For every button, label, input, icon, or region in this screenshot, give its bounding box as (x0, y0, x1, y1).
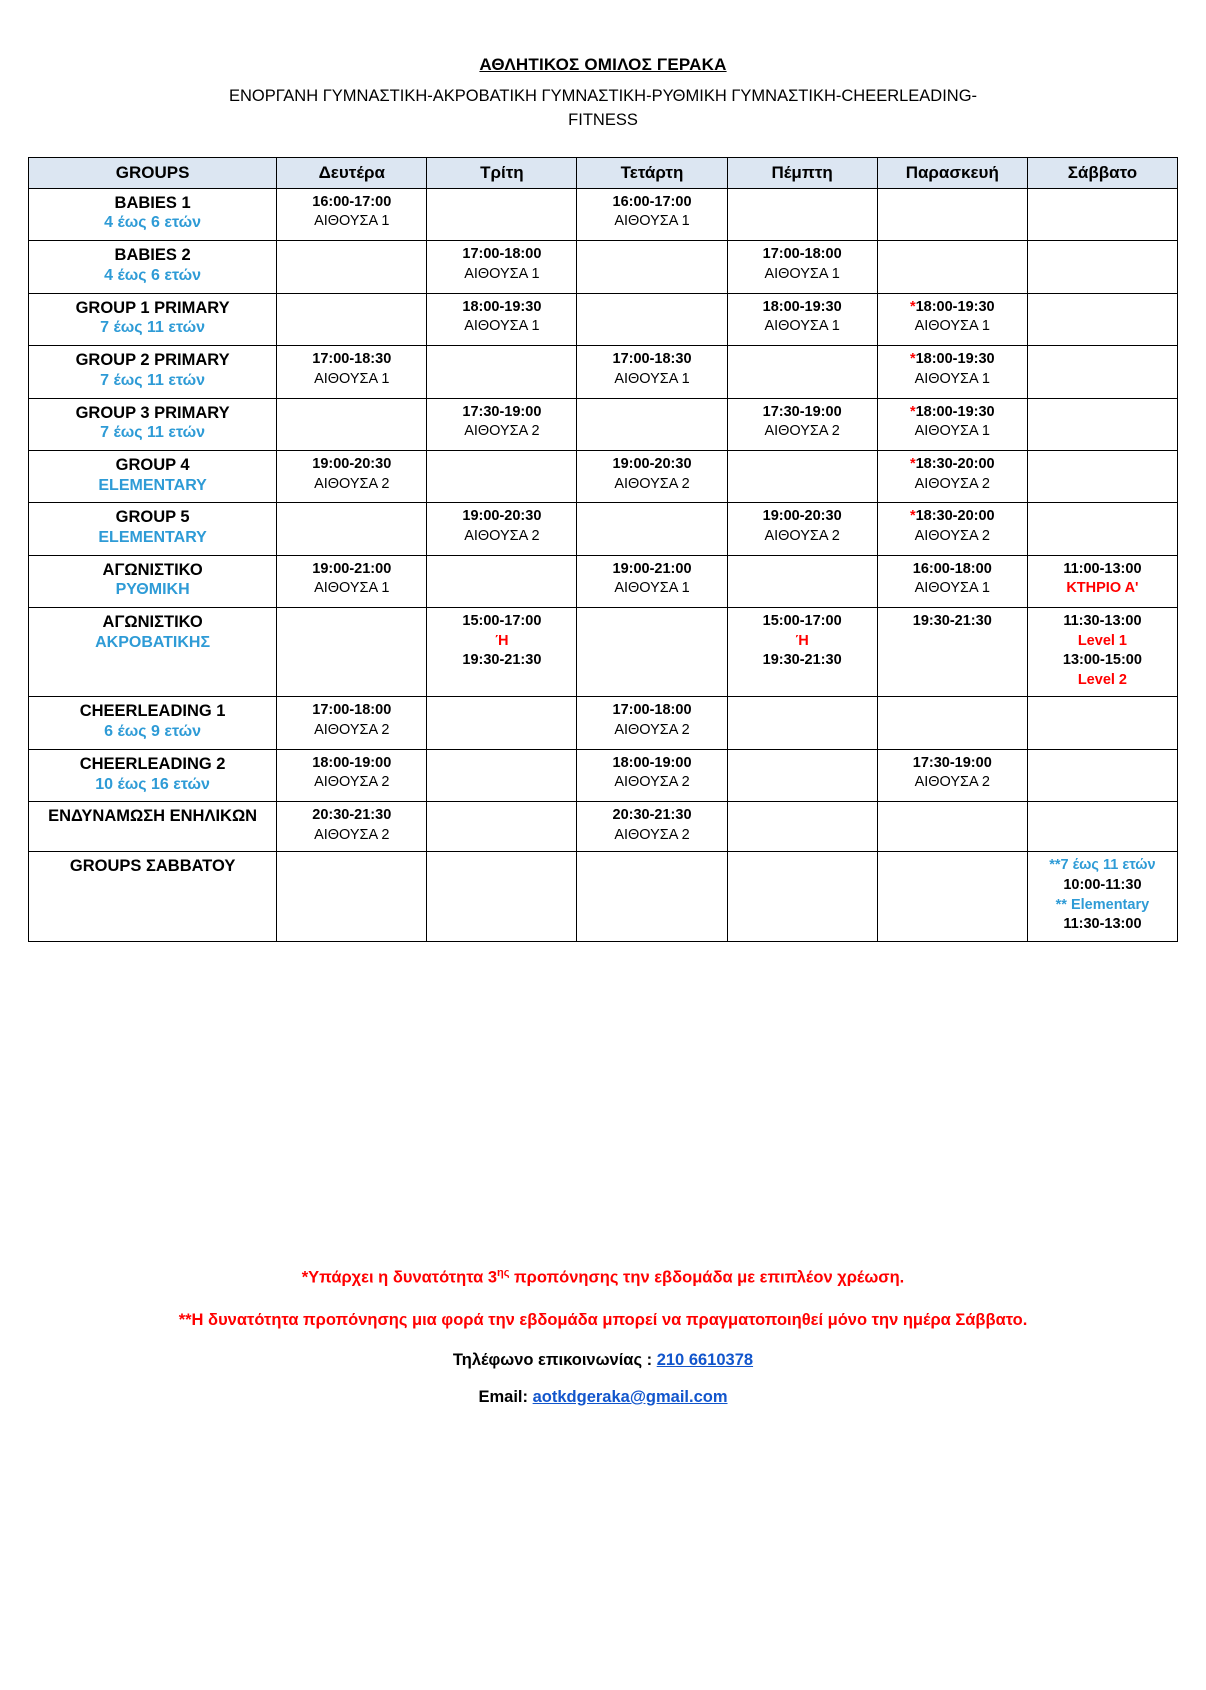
cell-room: ΑΙΘΟΥΣΑ 1 (914, 423, 990, 440)
cell-time (431, 245, 572, 265)
schedule-cell (727, 346, 877, 398)
cell-line: 10:00-11:30 (1063, 877, 1142, 893)
cell-time-value: 17:30-19:00 (462, 403, 542, 420)
table-row (29, 749, 1178, 801)
schedule-cell (877, 697, 1027, 749)
cell-extra-line: 19:30-21:30 (462, 652, 542, 669)
cell-room: ΑΙΘΟΥΣΑ 2 (464, 423, 540, 440)
cell-room: ΑΙΘΟΥΣΑ 2 (314, 774, 390, 791)
document-header (0, 0, 1206, 133)
cell-time (431, 612, 572, 632)
schedule-cell (877, 346, 1027, 398)
group-name: ΑΓΩΝΙΣΤΙΚΟ (102, 560, 203, 579)
cell-line: **7 έως 11 ετών (1049, 857, 1156, 874)
group-name: BABIES 2 (114, 246, 191, 265)
schedule-cell (727, 241, 877, 293)
schedule-cell (877, 608, 1027, 697)
group-cell (29, 398, 277, 450)
cell-time (281, 350, 422, 370)
table-row (29, 802, 1178, 852)
cell-time (581, 350, 722, 370)
schedule-cell (427, 346, 577, 398)
cell-time (281, 701, 422, 721)
schedule-cell (577, 802, 727, 852)
cell-room: ΑΙΘΟΥΣΑ 1 (464, 318, 540, 335)
cell-extra-line: 13:00-15:00 (1062, 652, 1142, 669)
schedule-cell (427, 608, 577, 697)
column-header-monday: Δευτέρα (277, 157, 427, 188)
cell-room: ΑΙΘΟΥΣΑ 1 (764, 318, 840, 335)
schedule-cell (1027, 749, 1177, 801)
group-cell (29, 450, 277, 502)
cell-extra-line: Ή (795, 632, 809, 649)
cell-room: ΑΙΘΟΥΣΑ 1 (314, 370, 390, 387)
group-name: CHEERLEADING 1 (79, 702, 226, 721)
cell-time-value: 19:00-20:30 (462, 508, 542, 525)
cell-time-value: 18:00-19:00 (312, 754, 392, 771)
cell-extra-line: 19:30-21:30 (762, 652, 842, 669)
cell-time-value: 15:00-17:00 (762, 613, 842, 630)
cell-room: ΑΙΘΟΥΣΑ 1 (314, 580, 390, 597)
cell-room: ΑΙΘΟΥΣΑ 2 (764, 527, 840, 544)
schedule-cell (727, 555, 877, 607)
schedule-cell (727, 188, 877, 240)
contact-phone (0, 1351, 1206, 1370)
cell-time (882, 612, 1023, 632)
group-name: CHEERLEADING 2 (79, 754, 226, 773)
table-row (29, 697, 1178, 749)
cell-time-value: 19:00-20:30 (762, 508, 842, 525)
schedule-cell (727, 749, 877, 801)
cell-extra-line: Ή (495, 632, 509, 649)
schedule-cell (1027, 852, 1177, 941)
cell-time (1032, 612, 1173, 632)
contact-email (0, 1388, 1206, 1407)
cell-time (431, 507, 572, 527)
email-value[interactable]: aotkdgeraka@gmail.com (532, 1388, 728, 1406)
cell-time (1032, 560, 1173, 580)
group-cell (29, 346, 277, 398)
group-agerange: 7 έως 11 ετών (100, 424, 206, 442)
cell-time (581, 560, 722, 580)
schedule-cell (277, 503, 427, 555)
group-agerange: 7 έως 11 ετών (100, 319, 206, 337)
cell-room: ΑΙΘΟΥΣΑ 1 (764, 265, 840, 282)
asterisk-marker: * (909, 403, 916, 420)
schedule-cell (727, 503, 877, 555)
cell-time (281, 455, 422, 475)
cell-line: 11:30-13:00 (1063, 916, 1142, 933)
cell-time-value: 18:30-20:00 (915, 455, 995, 472)
cell-time-value: 18:00-19:30 (462, 298, 542, 315)
group-cell (29, 188, 277, 240)
cell-extra-line: Level 2 (1077, 671, 1127, 688)
schedule-cell (1027, 503, 1177, 555)
cell-time (882, 754, 1023, 774)
note1-post: προπόνησης την εβδομάδα με επιπλέον χρέωση. (509, 1268, 905, 1287)
schedule-cell (1027, 450, 1177, 502)
cell-time (581, 754, 722, 774)
phone-label: Τηλέφωνο επικοινωνίας : (452, 1351, 653, 1369)
note1-pre: *Υπάρχει η δυνατότητα 3 (301, 1268, 498, 1287)
schedule-cell (427, 188, 577, 240)
table-row (29, 450, 1178, 502)
schedule-cell (1027, 802, 1177, 852)
cell-time-value: 17:00-18:00 (462, 246, 542, 263)
cell-time (581, 701, 722, 721)
group-cell (29, 503, 277, 555)
cell-room: ΑΙΘΟΥΣΑ 1 (614, 213, 690, 230)
table-row (29, 852, 1178, 941)
schedule-cell (277, 852, 427, 941)
schedule-cell (1027, 555, 1177, 607)
group-cell (29, 802, 277, 852)
cell-room: ΑΙΘΟΥΣΑ 2 (314, 826, 390, 843)
schedule-cell (877, 503, 1027, 555)
asterisk-marker: * (909, 508, 916, 525)
schedule-cell (277, 450, 427, 502)
table-header-row (29, 157, 1178, 188)
cell-room: ΑΙΘΟΥΣΑ 2 (614, 826, 690, 843)
group-agerange: 10 έως 16 ετών (95, 775, 210, 793)
cell-time-value: 18:00-19:00 (612, 754, 692, 771)
cell-time-value: 17:30-19:00 (762, 403, 842, 420)
schedule-cell (277, 697, 427, 749)
cell-time (281, 193, 422, 213)
schedule-cell (727, 697, 877, 749)
schedule-table (28, 157, 1178, 942)
group-agerange: 7 έως 11 ετών (100, 371, 206, 389)
schedule-cell (577, 188, 727, 240)
cell-room: ΑΙΘΟΥΣΑ 1 (614, 370, 690, 387)
group-name: GROUP 4 (115, 455, 190, 474)
schedule-cell (1027, 398, 1177, 450)
schedule-cell (577, 555, 727, 607)
schedule-cell (727, 293, 877, 345)
schedule-cell (277, 802, 427, 852)
schedule-cell (427, 293, 577, 345)
group-agerange: 4 έως 6 ετών (104, 266, 202, 284)
cell-room: ΑΙΘΟΥΣΑ 1 (614, 580, 690, 597)
group-agerange: ΡΥΘΜΙΚΗ (115, 581, 190, 599)
cell-time (732, 612, 873, 632)
schedule-cell (1027, 188, 1177, 240)
cell-time (281, 806, 422, 826)
cell-room: ΑΙΘΟΥΣΑ 2 (914, 774, 990, 791)
cell-time (882, 560, 1023, 580)
group-cell (29, 555, 277, 607)
column-header-friday: Παρασκευή (877, 157, 1027, 188)
table-row (29, 398, 1178, 450)
group-name: ΕΝΔΥΝΑΜΩΣΗ ΕΝΗΛΙΚΩΝ (48, 807, 258, 826)
cell-time-value: 18:00-19:30 (915, 351, 995, 368)
group-cell (29, 749, 277, 801)
schedule-cell (877, 852, 1027, 941)
cell-time (732, 298, 873, 318)
cell-time-value: 17:00-18:00 (612, 702, 692, 719)
cell-time (882, 350, 1023, 370)
cell-time (431, 298, 572, 318)
schedule-cell (577, 749, 727, 801)
schedule-cell (877, 398, 1027, 450)
schedule-cell (727, 852, 877, 941)
cell-room: ΑΙΘΟΥΣΑ 2 (464, 527, 540, 544)
group-cell (29, 293, 277, 345)
schedule-cell (577, 398, 727, 450)
cell-time (581, 455, 722, 475)
group-cell (29, 697, 277, 749)
cell-time (882, 455, 1023, 475)
schedule-cell (727, 450, 877, 502)
group-name: GROUP 1 PRIMARY (75, 298, 230, 317)
schedule-cell (727, 608, 877, 697)
group-name: BABIES 1 (114, 193, 191, 212)
cell-time-value: 19:00-21:00 (612, 560, 692, 577)
cell-room: ΑΙΘΟΥΣΑ 1 (914, 370, 990, 387)
schedule-cell (577, 852, 727, 941)
cell-room: ΑΙΘΟΥΣΑ 2 (914, 527, 990, 544)
cell-room: ΑΙΘΟΥΣΑ 2 (314, 475, 390, 492)
schedule-cell (427, 398, 577, 450)
cell-time (882, 298, 1023, 318)
table-row (29, 555, 1178, 607)
schedule-body (29, 188, 1178, 941)
schedule-cell (427, 852, 577, 941)
schedule-cell (877, 555, 1027, 607)
group-agerange: ELEMENTARY (98, 529, 207, 546)
footer-notes (0, 1265, 1206, 1407)
cell-time-value: 17:00-18:00 (312, 702, 392, 719)
cell-time-value: 17:00-18:00 (762, 246, 842, 263)
cell-time-value: 16:00-17:00 (612, 193, 692, 210)
cell-time-value: 20:30-21:30 (612, 807, 692, 824)
cell-room: ΑΙΘΟΥΣΑ 1 (464, 265, 540, 282)
schedule-cell (427, 749, 577, 801)
schedule-cell (277, 749, 427, 801)
cell-time (281, 560, 422, 580)
schedule-cell (277, 608, 427, 697)
group-name: GROUP 3 PRIMARY (75, 403, 230, 422)
schedule-cell (1027, 241, 1177, 293)
cell-time-value: 17:00-18:30 (612, 351, 692, 368)
group-name: GROUP 5 (115, 508, 190, 527)
cell-time (581, 806, 722, 826)
note-third-training (0, 1265, 1206, 1290)
schedule-cell (1027, 697, 1177, 749)
cell-room: ΑΙΘΟΥΣΑ 2 (614, 475, 690, 492)
group-agerange: ΑΚΡΟΒΑΤΙΚΗΣ (95, 633, 211, 651)
cell-room: ΑΙΘΟΥΣΑ 2 (314, 722, 390, 739)
cell-room: ΑΙΘΟΥΣΑ 2 (914, 475, 990, 492)
schedule-cell (277, 293, 427, 345)
phone-value[interactable]: 210 6610378 (656, 1351, 754, 1369)
group-cell (29, 608, 277, 697)
cell-time-value: 17:00-18:30 (312, 351, 392, 368)
cell-time-value: 19:00-21:00 (312, 560, 392, 577)
schedule-cell (577, 503, 727, 555)
cell-room: ΑΙΘΟΥΣΑ 1 (914, 318, 990, 335)
schedule-cell (877, 450, 1027, 502)
schedule-cell (877, 241, 1027, 293)
column-header-wednesday: Τετάρτη (577, 157, 727, 188)
cell-room: ΑΙΘΟΥΣΑ 2 (764, 423, 840, 440)
schedule-cell (427, 503, 577, 555)
table-row (29, 346, 1178, 398)
cell-time-value: 18:30-20:00 (915, 508, 995, 525)
asterisk-marker: * (909, 351, 916, 368)
schedule-cell (577, 293, 727, 345)
schedule-cell (1027, 608, 1177, 697)
table-row (29, 608, 1178, 697)
schedule-cell (1027, 293, 1177, 345)
schedule-cell (577, 450, 727, 502)
schedule-cell (577, 346, 727, 398)
cell-room: ΑΙΘΟΥΣΑ 2 (614, 722, 690, 739)
email-label: Email: (478, 1388, 529, 1406)
cell-room: ΑΙΘΟΥΣΑ 2 (614, 774, 690, 791)
schedule-cell (727, 398, 877, 450)
cell-time (431, 403, 572, 423)
schedule-cell (577, 608, 727, 697)
table-row (29, 503, 1178, 555)
schedule-cell (577, 697, 727, 749)
cell-time-value: 16:00-18:00 (912, 560, 992, 577)
column-header-saturday: Σάββατο (1027, 157, 1177, 188)
group-agerange: 6 έως 9 ετών (104, 723, 202, 741)
cell-time-value: 19:00-20:30 (612, 455, 692, 472)
cell-time-value: 19:30-21:30 (912, 613, 992, 630)
page-title: ΑΘΛΗΤΙΚΟΣ ΟΜΙΛΟΣ ΓΕΡΑΚΑ (479, 55, 727, 74)
cell-room: ΚΤΗΡΙΟ Α' (1066, 580, 1139, 597)
schedule-cell (427, 697, 577, 749)
schedule-cell (727, 802, 877, 852)
cell-time (732, 245, 873, 265)
cell-time-value: 17:30-19:00 (912, 754, 992, 771)
group-name: GROUP 2 PRIMARY (75, 351, 230, 370)
cell-room: ΑΙΘΟΥΣΑ 1 (914, 580, 990, 597)
asterisk-marker: * (909, 455, 916, 472)
schedule-cell (277, 241, 427, 293)
cell-time-value: 19:00-20:30 (312, 455, 392, 472)
schedule-cell (427, 555, 577, 607)
cell-time (732, 507, 873, 527)
cell-extra-line: Level 1 (1077, 632, 1127, 649)
group-name: GROUPS ΣΑΒΒΑΤΟΥ (69, 857, 236, 876)
cell-time (882, 403, 1023, 423)
cell-room: ΑΙΘΟΥΣΑ 1 (314, 213, 390, 230)
schedule-cell (877, 749, 1027, 801)
schedule-cell (877, 802, 1027, 852)
schedule-cell (577, 241, 727, 293)
cell-time (281, 754, 422, 774)
schedule-cell (427, 802, 577, 852)
page-subtitle: ΕΝΟΡΓΑΝΗ ΓΥΜΝΑΣΤΙΚΗ-ΑΚΡΟΒΑΤΙΚΗ ΓΥΜΝΑΣΤΙΚΗ-ΡΥΘΜΙΚΗ ΓΥΜΝΑΣΤΙΚΗ-CHEERLEADING-FITNESS (228, 87, 978, 129)
note-saturday-only: **Η δυνατότητα προπόνησης μια φορά την εβδομάδα μπορεί να πραγματοποιηθεί μόνο την ημέρα Σάββατο. (178, 1311, 1028, 1330)
cell-time-value: 18:00-19:30 (762, 298, 842, 315)
group-name: ΑΓΩΝΙΣΤΙΚΟ (102, 613, 203, 632)
cell-time-value: 20:30-21:30 (312, 807, 392, 824)
note1-sup: ης (497, 1267, 510, 1279)
cell-time (732, 403, 873, 423)
cell-time-value: 11:00-13:00 (1063, 560, 1142, 577)
group-agerange: 4 έως 6 ετών (104, 214, 202, 232)
cell-time-value: 18:00-19:30 (915, 298, 995, 315)
column-header-tuesday: Τρίτη (427, 157, 577, 188)
schedule-cell (877, 188, 1027, 240)
column-header-thursday: Πέμπτη (727, 157, 877, 188)
cell-time (882, 507, 1023, 527)
table-row (29, 241, 1178, 293)
schedule-cell (277, 188, 427, 240)
cell-time-value: 18:00-19:30 (915, 403, 995, 420)
table-row (29, 293, 1178, 345)
asterisk-marker: * (909, 298, 916, 315)
group-agerange: ELEMENTARY (98, 476, 207, 494)
cell-time-value: 16:00-17:00 (312, 193, 392, 210)
schedule-cell (277, 398, 427, 450)
schedule-cell (277, 346, 427, 398)
schedule-cell (877, 293, 1027, 345)
column-header-groups: GROUPS (29, 157, 277, 188)
cell-time (581, 193, 722, 213)
schedule-cell (1027, 346, 1177, 398)
schedule-cell (427, 241, 577, 293)
schedule-cell (277, 555, 427, 607)
cell-time-value: 11:30-13:00 (1063, 613, 1142, 630)
group-cell (29, 852, 277, 941)
cell-time-value: 15:00-17:00 (462, 613, 542, 630)
cell-line: ** Elementary (1055, 896, 1150, 913)
group-cell (29, 241, 277, 293)
schedule-cell (427, 450, 577, 502)
table-row (29, 188, 1178, 240)
